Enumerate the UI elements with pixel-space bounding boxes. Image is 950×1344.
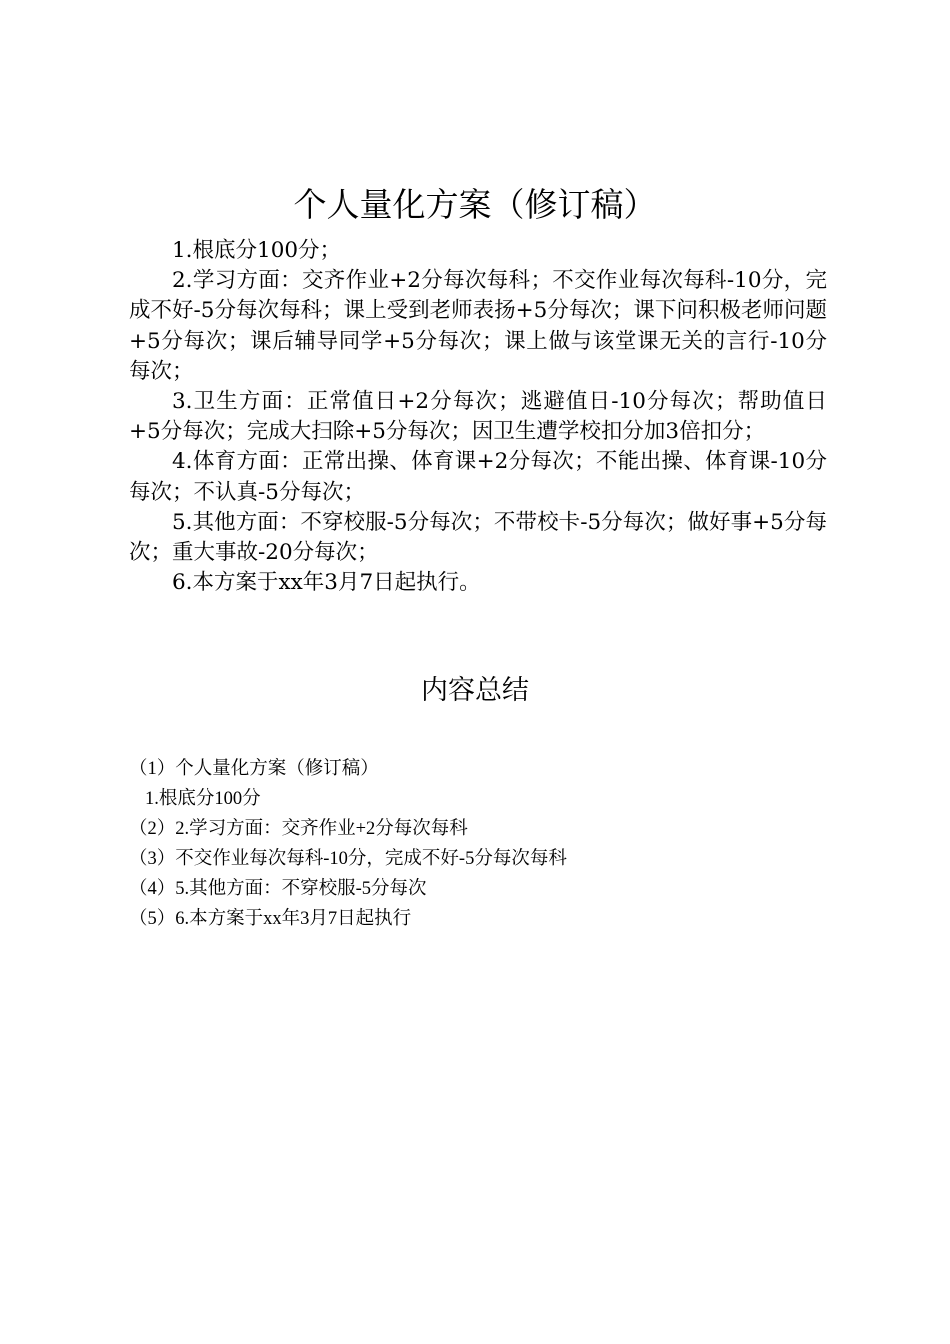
summary-item: （1）个人量化方案（修订稿） — [129, 759, 379, 779]
paragraph-study: 2.学习方面：交齐作业+2分每次每科；不交作业每次每科-10分，完成不好-5分每次每科；课上受到老师表扬+5分每次；课下问积极老师问题+5分每次；课后辅导同学+5分每次；课上做与该堂课无关的言行-10分每次； — [129, 268, 827, 384]
summary-item: 1.根底分100分 — [145, 789, 261, 809]
paragraph-sports: 4.体育方面：正常出操、体育课+2分每次；不能出操、体育课-10分每次；不认真-5分每次； — [129, 449, 827, 505]
paragraph-other: 5.其他方面：不穿校服-5分每次；不带校卡-5分每次；做好事+5分每次；重大事故-20分每次； — [129, 509, 827, 566]
summary-item: （5）6.本方案于xx年3月7日起执行 — [129, 909, 412, 929]
document-title: 个人量化方案（修订稿） — [293, 185, 657, 224]
summary-list — [129, 754, 829, 934]
paragraph-base-score: 1.根底分100分； — [172, 238, 342, 263]
summary-item: （3）不交作业每次每科-10分，完成不好-5分每次每科 — [129, 849, 567, 869]
paragraph-hygiene: 3.卫生方面：正常值日+2分每次；逃避值日-10分每次；帮助值日+5分每次；完成大扫除+5分每次；因卫生遭学校扣分加3倍扣分； — [129, 389, 827, 445]
document-body — [129, 236, 827, 598]
summary-title: 内容总结 — [421, 675, 529, 706]
summary-item: （2）2.学习方面：交齐作业+2分每次每科 — [129, 819, 468, 839]
summary-item: （4）5.其他方面：不穿校服-5分每次 — [129, 879, 427, 899]
paragraph-effective-date: 6.本方案于xx年3月7日起执行。 — [172, 570, 481, 596]
